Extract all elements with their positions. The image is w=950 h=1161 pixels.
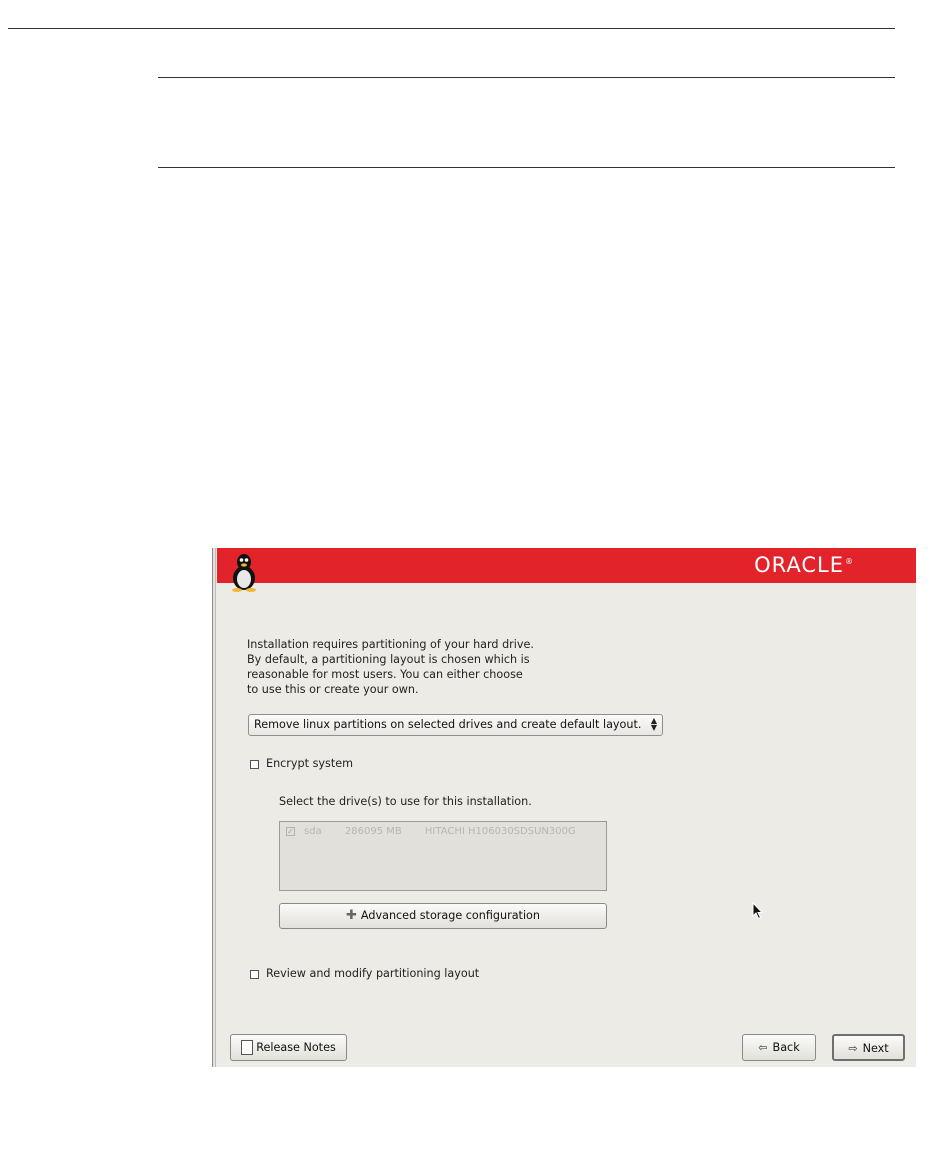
intro-line: to use this or create your own. xyxy=(247,683,419,696)
next-button[interactable] xyxy=(832,1034,905,1061)
drive-select-heading: Select the drive(s) to use for this installation. xyxy=(279,795,532,808)
drive-row xyxy=(304,826,596,837)
intro-line: Installation requires partitioning of your hard drive. xyxy=(247,638,534,651)
penguin-icon xyxy=(225,550,263,592)
back-arrow-icon: ⇦ xyxy=(758,1041,768,1054)
encrypt-system-label: Encrypt system xyxy=(266,757,354,770)
partition-layout-value: Remove linux partitions on selected drives and create default layout. xyxy=(254,718,642,731)
release-notes-button[interactable] xyxy=(230,1034,347,1061)
mouse-cursor-icon xyxy=(752,902,764,920)
drive-checkbox[interactable]: ✓ xyxy=(287,827,294,836)
review-layout-label: Review and modify partitioning layout xyxy=(266,967,480,980)
oracle-logo: ORACLE® xyxy=(754,553,854,577)
installer-screenshot xyxy=(212,548,916,1067)
document-icon xyxy=(241,1040,253,1055)
drive-model: HITACHI H106030SDSUN300G xyxy=(424,826,576,837)
review-layout-checkbox[interactable] xyxy=(250,970,259,979)
intro-line: reasonable for most users. You can either choose xyxy=(247,668,523,681)
section-rule-lower xyxy=(158,167,895,168)
release-notes-label: Release Notes xyxy=(256,1041,336,1054)
intro-text xyxy=(247,637,577,697)
section-rule-upper xyxy=(158,77,895,78)
plus-icon: ✚ xyxy=(346,908,357,923)
encrypt-system-checkbox[interactable] xyxy=(250,760,259,769)
intro-line: By default, a partitioning layout is chosen which is xyxy=(247,653,530,666)
next-label: Next xyxy=(862,1042,889,1055)
back-label: Back xyxy=(772,1041,800,1054)
advanced-storage-button[interactable] xyxy=(279,903,607,929)
drive-list[interactable] xyxy=(279,821,607,891)
partition-layout-select[interactable] xyxy=(248,714,663,736)
drive-size: 286095 MB xyxy=(344,826,402,837)
back-button[interactable] xyxy=(742,1034,816,1061)
advanced-storage-label: Advanced storage configuration xyxy=(360,909,540,922)
next-arrow-icon: ⇨ xyxy=(848,1042,858,1055)
drive-name: sda xyxy=(304,826,322,837)
page-top-rule xyxy=(8,28,895,29)
installer-banner xyxy=(217,548,916,583)
window-left-edge xyxy=(212,548,216,1067)
updown-arrows-icon: ▲ ▼ xyxy=(650,716,658,732)
